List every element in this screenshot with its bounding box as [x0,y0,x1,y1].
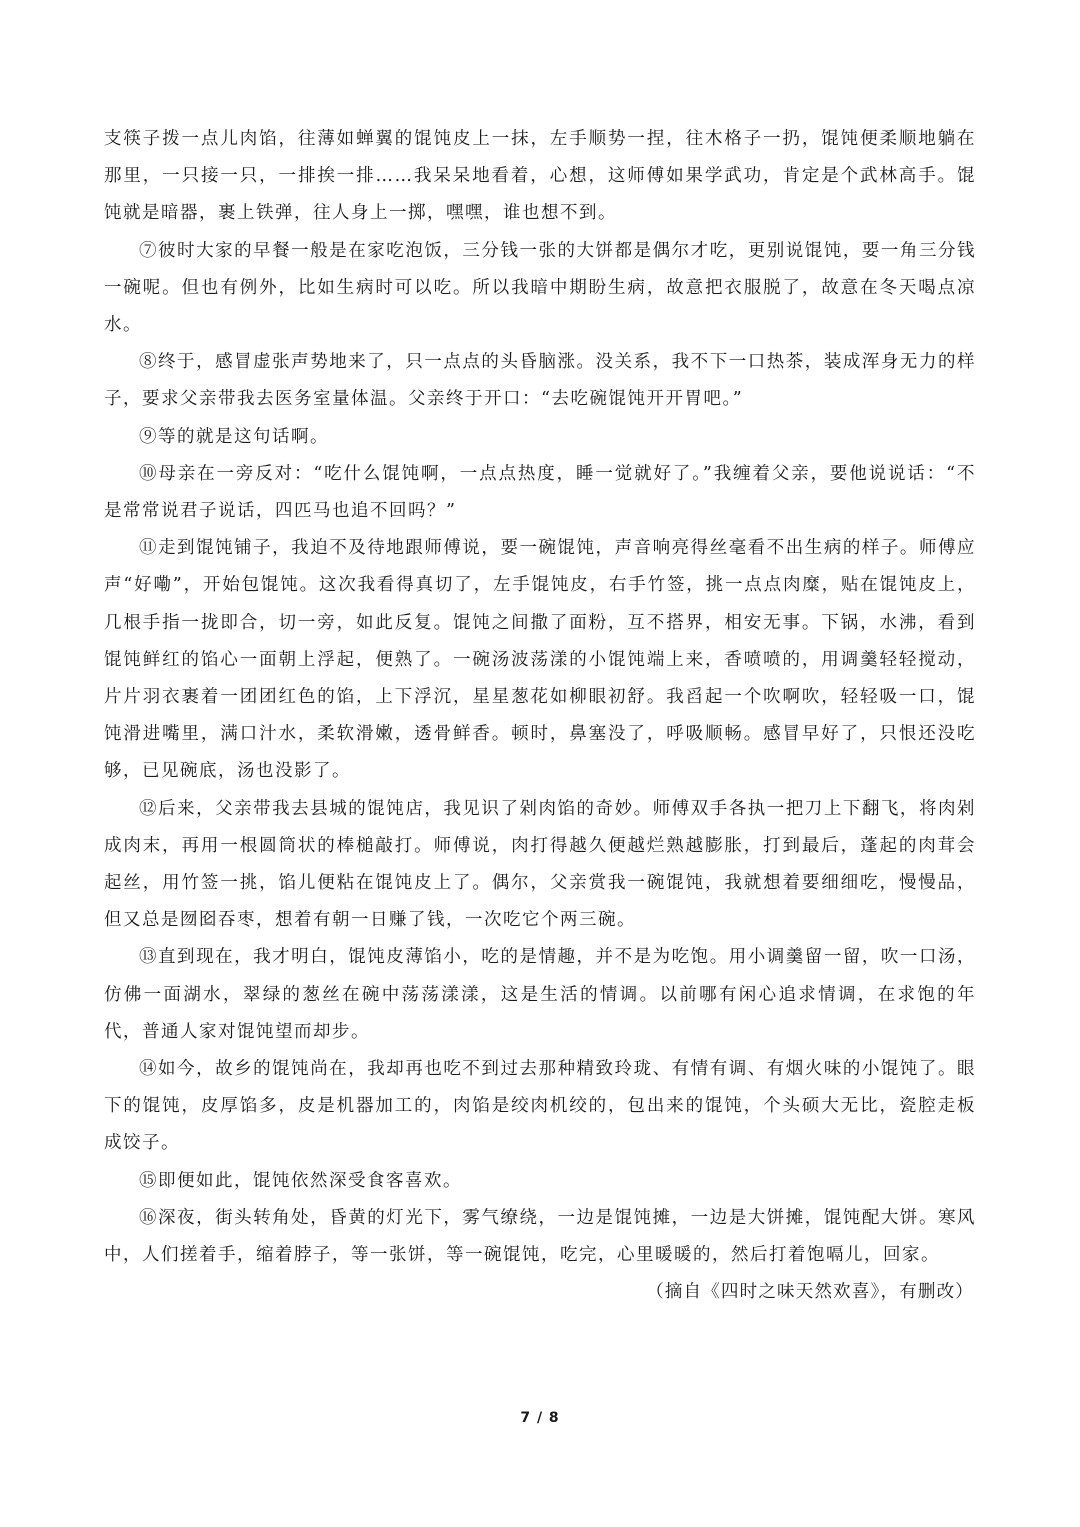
paragraph-15: ⑮即便如此，馄饨依然深受食客喜欢。 [139,1170,462,1191]
page-number: 7 / 8 [520,1410,560,1426]
paragraph-7: ⑦彼时大家的早餐一般是在家吃泡饭，三分钱一张的大饼都是偶尔才吃，更别说馄饨，要一角三分钱一碗呢。但也有例外，比如生病时可以吃。所以我暗中期盼生病，故意把衣服脱了，故意在冬天喝点凉水。 [104,240,976,336]
source-citation: （摘自《四时之味天然欢喜》，有删改） [646,1282,974,1303]
paragraph-11: ⑪走到馄饨铺子，我迫不及待地跟师傅说，要一碗馄饨，声音响亮得丝毫看不出生病的样子。师傅应声“好嘞”，开始包馄饨。这次我看得真切了，左手馄饨皮，右手竹签，挑一点点肉糜，贴在馄饨皮上，几根手指一拢即合，切一旁，如此反复。馄饨之间撒了面粉，互不搭界，相安无事。下锅，水沸，看到馄饨鲜红的馅心一面朝上浮起，便熟了。一碗汤波荡漾的小馄饨端上来，香喷喷的，用调羹轻轻搅动，片片羽衣裹着一团团红色的馅，上下浮沉，星星葱花如柳眼初舒。我舀起一个吹啊吹，轻轻吸一口，馄饨滑进嘴里，满口汁水，柔软滑嫩，透骨鲜香。顿时，鼻塞没了，呼吸顺畅。感冒早好了，只恨还没吃够，已见碗底，汤也没影了。 [104,538,976,782]
paragraph-continued: 支筷子拨一点儿肉馅，往薄如蝉翼的馄饨皮上一抹，左手顺势一捏，往木格子一扔，馄饨便柔顺地躺在那里，一只接一只，一排挨一排……我呆呆地看着，心想，这师傅如果学武功，肯定是个武林高手。馄饨就是暗器，裹上铁弹，往人身上一掷，嘿嘿，谁也想不到。 [104,129,976,224]
paragraph-12: ⑫后来，父亲带我去县城的馄饨店，我见识了剁肉馅的奇妙。师傅双手各执一把刀上下翻飞，将肉剁成肉末，再用一根圆筒状的棒槌敲打。师傅说，肉打得越久便越烂熟越膨胀，打到最后，蓬起的肉茸会起丝，用竹签一挑，馅儿便粘在馄饨皮上了。偶尔，父亲赏我一碗馄饨，我就想着要细细吃，慢慢品，但又总是囫囵吞枣，想着有朝一日赚了钱，一次吃它个两三碗。 [104,798,976,931]
paragraph-10: ⑩母亲在一旁反对：“吃什么馄饨啊，一点点热度，睡一觉就好了。”我缠着父亲，要他说说话：“不是常常说君子说话，四匹马也追不回吗？” [104,463,976,522]
paragraph-13: ⑬直到现在，我才明白，馄饨皮薄馅小，吃的是情趣，并不是为吃饱。用小调羹留一留，吹一口汤，仿佛一面湖水，翠绿的葱丝在碗中荡荡漾漾，这是生活的情调。以前哪有闲心追求情调，在求饱的年代，普通人家对馄饨望而却步。 [104,947,976,1042]
paragraph-14: ⑭如今，故乡的馄饨尚在，我却再也吃不到过去那种精致玲珑、有情有调、有烟火味的小馄饨了。眼下的馄饨，皮厚馅多，皮是机器加工的，肉馅是绞肉机绞的，包出来的馄饨，个头硕大无比，瓷腔走板成饺子。 [104,1059,976,1154]
paragraph-8: ⑧终于，感冒虚张声势地来了，只一点点的头昏脑涨。没关系，我不下一口热茶，装成浑身无力的样子，要求父亲带我去医务室量体温。父亲终于开口：“去吃碗馄饨开开胃吧。” [104,352,976,410]
paragraph-9: ⑨等的就是这句话啊。 [139,426,329,447]
paragraph-16: ⑯深夜，街头转角处，昏黄的灯光下，雾气缭绕，一边是馄饨摊，一边是大饼摊，馄饨配大饼。寒风中，人们搓着手，缩着脖子，等一张饼，等一碗馄饨，吃完，心里暖暖的，然后打着饱嗝儿，回家。 [104,1207,976,1266]
